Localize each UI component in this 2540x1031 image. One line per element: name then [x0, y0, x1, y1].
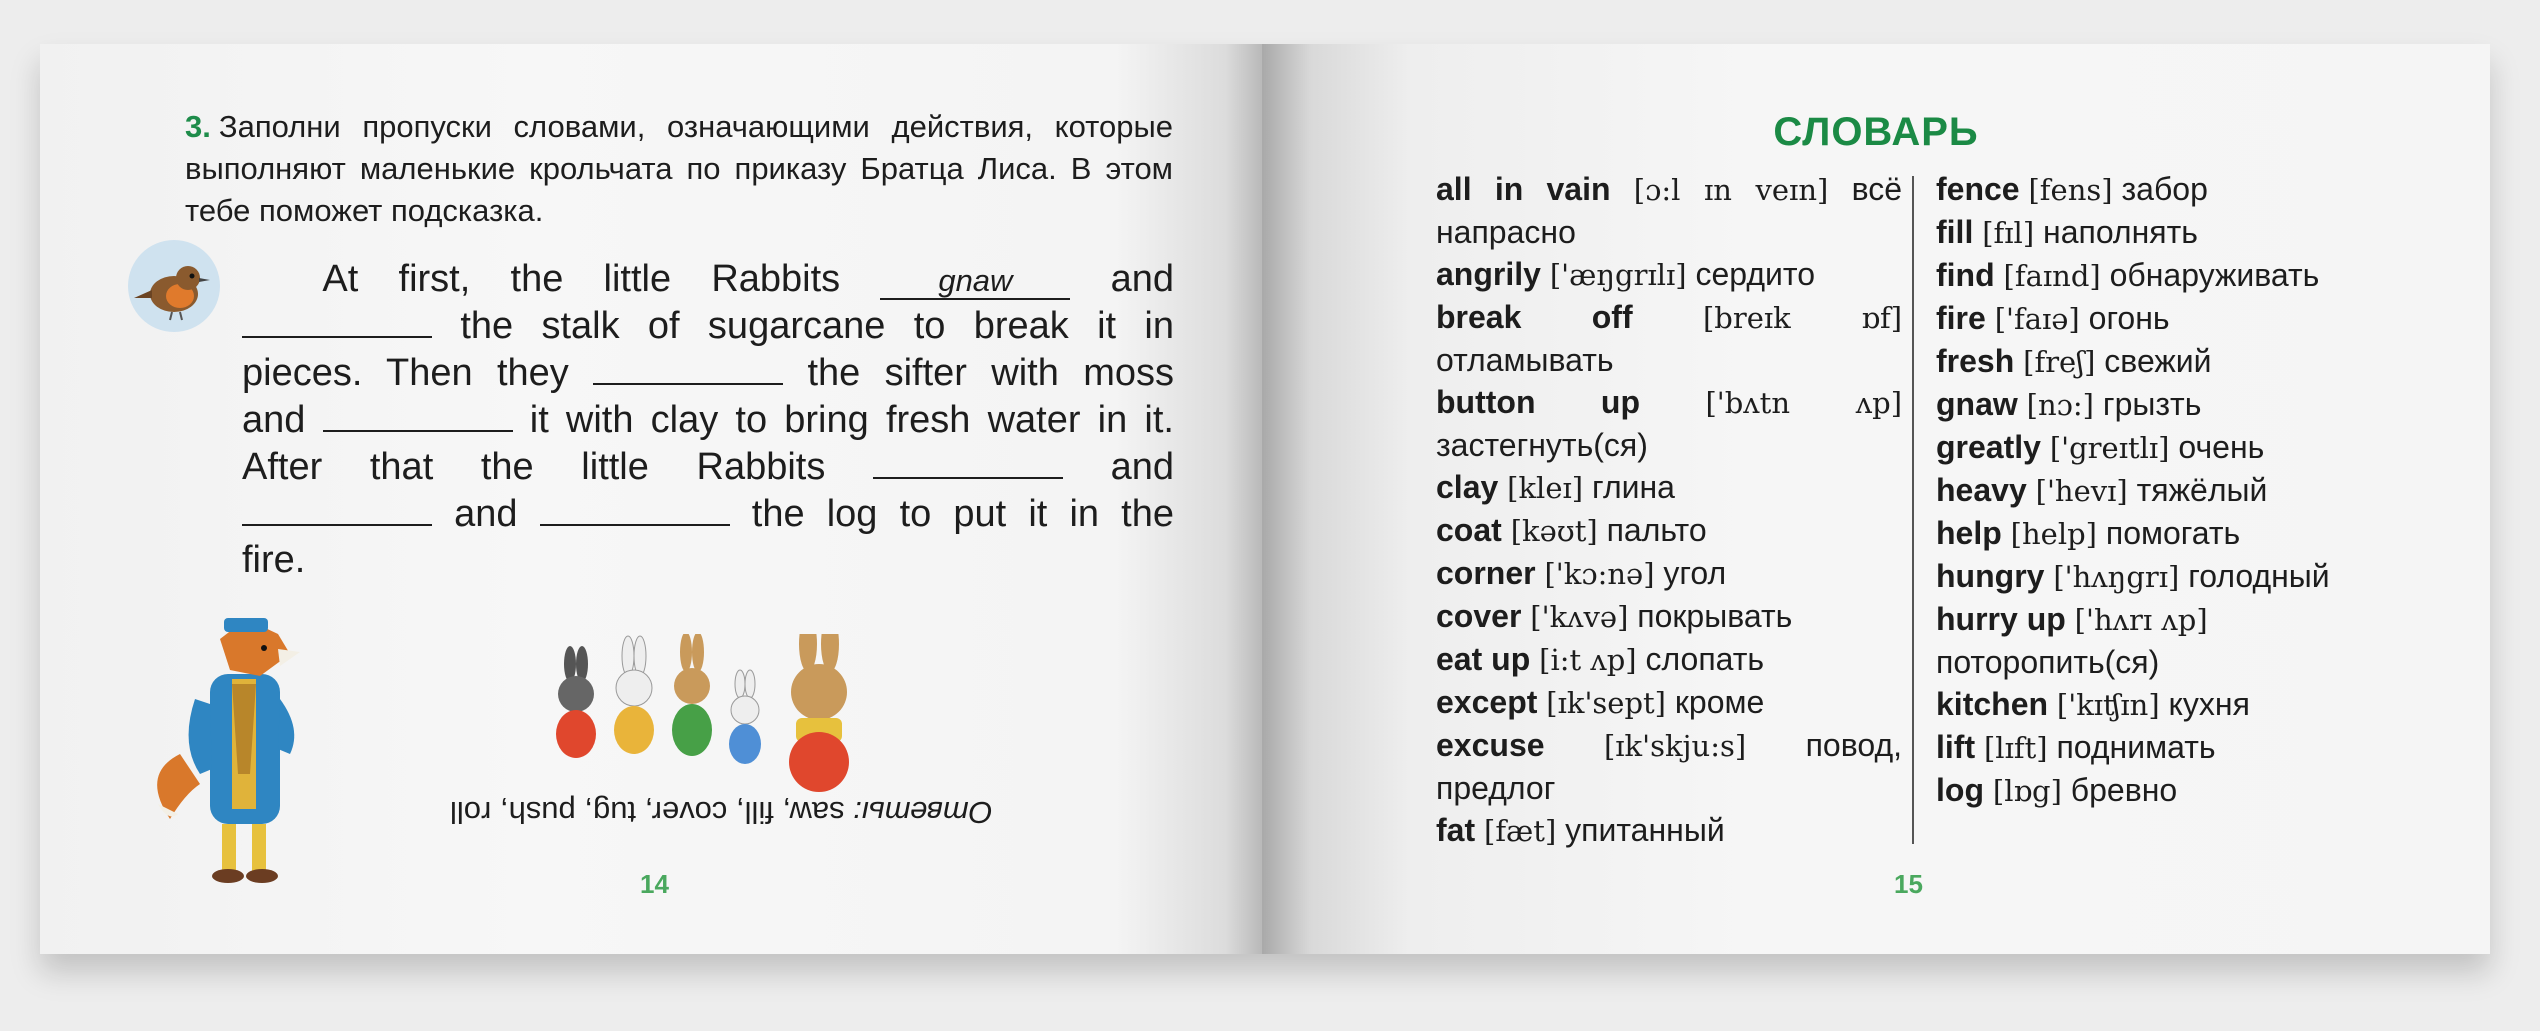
dictionary-transcription: [ɔ:l ɪn veɪn] [1633, 173, 1829, 207]
dictionary-transcription: ['kɪʧɪn] [2056, 688, 2160, 722]
dictionary-transcription: [kleɪ] [1507, 471, 1584, 505]
dictionary-translation: всё напрасно [1436, 171, 1902, 250]
dictionary-translation: бревно [2070, 772, 2178, 808]
dictionary-word: fat [1436, 812, 1476, 848]
dictionary-transcription: [help] [2010, 517, 2097, 551]
dictionary-transcription: [i:t ʌp] [1539, 643, 1637, 677]
dictionary-entry [1936, 340, 2392, 383]
dictionary-transcription: [fɪl] [1982, 216, 2035, 250]
dictionary-word: cover [1436, 598, 1522, 634]
dictionary-translation: очень [2178, 429, 2265, 465]
dictionary-entry [1436, 595, 1902, 638]
dictionary-column-2 [1936, 168, 2392, 812]
dictionary-transcription: ['kɔ:nə] [1544, 557, 1655, 591]
dictionary-word: button up [1436, 384, 1641, 420]
dictionary-entry [1936, 726, 2392, 769]
dictionary-translation: наполнять [2043, 214, 2198, 250]
dictionary-word: corner [1436, 555, 1536, 591]
dictionary-word: hungry [1936, 558, 2045, 594]
answers-upside-down [450, 794, 1170, 830]
dictionary-word: fire [1936, 300, 1986, 336]
dictionary-entry [1936, 512, 2392, 555]
dictionary-transcription: [fæt] [1484, 814, 1557, 848]
dictionary-word: lift [1936, 729, 1976, 765]
left-page [40, 44, 1262, 954]
dictionary-transcription: [fens] [2028, 173, 2113, 207]
dictionary-translation: кроме [1674, 684, 1765, 720]
dictionary-transcription: [kəʊt] [1510, 514, 1598, 548]
dictionary-transcription: ['æŋgrɪlɪ] [1549, 258, 1687, 292]
page-number-left: 14 [640, 869, 669, 899]
blank-3[interactable] [593, 349, 783, 385]
dictionary-word: find [1936, 257, 1995, 293]
dictionary-title: СЛОВАРЬ [1773, 110, 1979, 154]
exercise-segment: At first, the little Rabbits [322, 258, 841, 300]
dictionary-transcription: ['bʌtn ʌp] [1705, 386, 1903, 420]
dictionary-translation: пальто [1606, 512, 1707, 548]
dictionary-translation: повод, предлог [1436, 727, 1902, 806]
exercise-text [242, 256, 1174, 583]
dictionary-word: fill [1936, 214, 1974, 250]
dictionary-translation: отламывать [1436, 342, 1614, 378]
answers-label: Ответы: [853, 795, 993, 830]
dictionary-translation: упитанный [1565, 812, 1725, 848]
dictionary-entry [1436, 638, 1902, 681]
dictionary-entry [1936, 254, 2392, 297]
dictionary-translation: помогать [2105, 515, 2241, 551]
dictionary-translation: застегнуть(ся) [1436, 427, 1648, 463]
dictionary-entry [1436, 381, 1902, 466]
exercise-segment: the log to put it in the fire. [242, 493, 1174, 581]
dictionary-transcription: ['faɪə] [1994, 302, 2080, 336]
dictionary-entry [1936, 469, 2392, 512]
exercise-segment: and [454, 493, 518, 535]
dictionary-entry [1936, 683, 2392, 726]
dictionary-entry [1936, 211, 2392, 254]
dictionary-transcription: ['hevɪ] [2035, 474, 2128, 508]
dictionary-word: angrily [1436, 256, 1541, 292]
dictionary-entry [1436, 253, 1902, 296]
exercise-segment: it with clay to bring fresh water in it. After that the little Rabbits [242, 399, 1174, 488]
dictionary-transcription: [ɪk'skju:s] [1603, 729, 1747, 763]
dictionary-word: all in vain [1436, 171, 1611, 207]
dictionary-word: gnaw [1936, 386, 2018, 422]
exercise-segment: the sifter with moss and [242, 352, 1174, 441]
dictionary-transcription: ['kʌvə] [1530, 600, 1629, 634]
dictionary-translation: кухня [2168, 686, 2250, 722]
dictionary-translation: угол [1663, 555, 1727, 591]
dictionary-transcription: [breɪk ɒf] [1702, 301, 1903, 335]
book-spread [40, 44, 2490, 954]
dictionary-word: eat up [1436, 641, 1531, 677]
dictionary-translation: обнаруживать [2109, 257, 2320, 293]
task-instruction [185, 106, 1173, 232]
dictionary-transcription: ['hʌŋgrɪ] [2053, 560, 2180, 594]
dictionary-transcription: [ɪk'sept] [1546, 686, 1666, 720]
dictionary-entry [1436, 296, 1902, 381]
dictionary-word: fresh [1936, 343, 2015, 379]
dictionary-translation: сердито [1695, 256, 1815, 292]
blank-5[interactable] [873, 443, 1063, 479]
dictionary-word: kitchen [1936, 686, 2049, 722]
dictionary-word: coat [1436, 512, 1502, 548]
task-number: 3. [185, 109, 211, 144]
dictionary-column-1 [1436, 168, 1902, 852]
dictionary-transcription: [freʃ] [2023, 345, 2096, 379]
dictionary-transcription: ['greɪtlɪ] [2049, 431, 2170, 465]
dictionary-translation: голодный [2188, 558, 2330, 594]
dictionary-word: hurry up [1936, 601, 2066, 637]
dictionary-word: break off [1436, 299, 1633, 335]
dictionary-entry [1436, 168, 1902, 253]
dictionary-word: help [1936, 515, 2002, 551]
dictionary-entry [1936, 168, 2392, 211]
dictionary-word: except [1436, 684, 1538, 720]
answers-text: saw, fill, cover, tug, push, roll [450, 795, 845, 830]
dictionary-entry [1436, 552, 1902, 595]
dictionary-transcription: ['hʌrɪ ʌp] [2074, 603, 2208, 637]
dictionary-transcription: [nɔ:] [2026, 388, 2094, 422]
dictionary-translation: покрывать [1637, 598, 1793, 634]
dictionary-word: log [1936, 772, 1984, 808]
exercise-segment: and [1110, 258, 1175, 300]
blank-1[interactable]: gnaw [880, 264, 1070, 300]
page-number-right: 15 [1894, 869, 1923, 899]
dictionary-translation: свежий [2104, 343, 2212, 379]
dictionary-translation: огонь [2088, 300, 2170, 336]
dictionary-word: excuse [1436, 727, 1545, 763]
exercise-segment: the stalk of sugarcane to break it in pieces. Then they [242, 305, 1174, 394]
dictionary-translation: слопать [1645, 641, 1765, 677]
dictionary-word: fence [1936, 171, 2020, 207]
dictionary-translation: грызть [2102, 386, 2202, 422]
dictionary-entry [1436, 809, 1902, 852]
right-page [1262, 44, 2490, 954]
column-divider [1912, 176, 1914, 844]
dictionary-translation: забор [2121, 171, 2208, 207]
exercise-segment: and [1110, 446, 1175, 488]
dictionary-entry [1936, 598, 2392, 683]
dictionary-entry [1436, 509, 1902, 552]
dictionary-entry [1436, 724, 1902, 809]
robin-icon [128, 240, 220, 332]
dictionary-word: clay [1436, 469, 1499, 505]
blank-4[interactable] [323, 396, 513, 432]
dictionary-entry [1936, 555, 2392, 598]
dictionary-entry [1936, 297, 2392, 340]
dictionary-translation: тяжёлый [2136, 472, 2268, 508]
dictionary-translation: глина [1591, 469, 1675, 505]
blank-7[interactable] [540, 490, 730, 526]
dictionary-entry [1436, 681, 1902, 724]
dictionary-transcription: [lɒg] [1992, 774, 2062, 808]
dictionary-entry [1936, 426, 2392, 469]
dictionary-word: heavy [1936, 472, 2027, 508]
fox-illustration [140, 604, 370, 904]
dictionary-word: greatly [1936, 429, 2041, 465]
blank-2[interactable] [242, 302, 432, 338]
dictionary-entry [1436, 466, 1902, 509]
dictionary-entry [1936, 383, 2392, 426]
dictionary-translation: поторопить(ся) [1936, 644, 2160, 680]
blank-6[interactable] [242, 490, 432, 526]
dictionary-transcription: [lɪft] [1983, 731, 2048, 765]
task-text: Заполни пропуски словами, означающими действия, которые выполняют маленькие крольчата по приказу Братца Лиса. В этом тебе поможет подсказка. [185, 109, 1173, 228]
dictionary-transcription: [faɪnd] [2003, 259, 2101, 293]
dictionary-entry [1936, 769, 2392, 812]
dictionary-translation: поднимать [2056, 729, 2216, 765]
